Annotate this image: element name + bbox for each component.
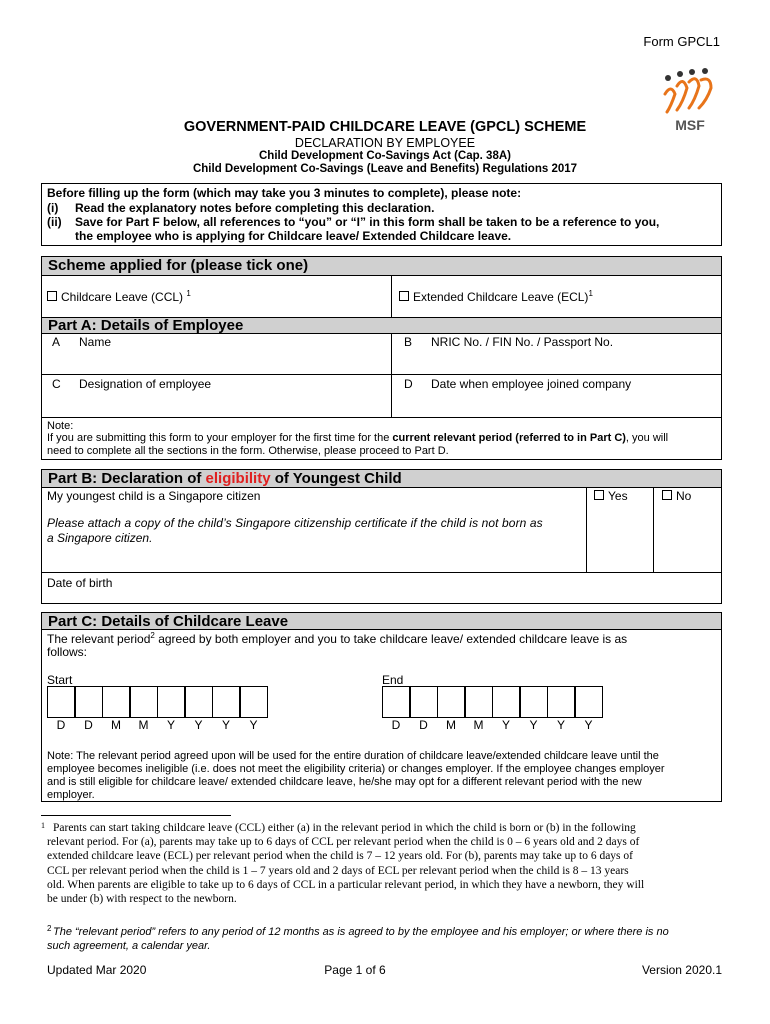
note-post: , you will (625, 432, 669, 444)
intro-item2a: Save for Part F below, all references to “you” or “I” in this form shall be taken to be a reference to you, (75, 215, 660, 229)
option-no[interactable] (662, 489, 691, 503)
scheme-divider (391, 275, 392, 318)
part-b-hdivider (41, 572, 722, 573)
form-code: Form GPCL1 (643, 34, 720, 49)
footer-page: Page 1 of 6 (324, 963, 386, 977)
ccl-checkbox[interactable] (47, 291, 57, 301)
attach-line1: Please attach a copy of the child’s Singapore citizenship certificate if the child is not born as (47, 516, 543, 530)
part-b-heading-pre: Part B: Declaration of (48, 470, 206, 487)
intro-item1: Read the explanatory notes before completing this declaration. (75, 201, 435, 215)
footnote-rule (41, 815, 231, 816)
end-date-letter: D (419, 718, 428, 732)
no-checkbox[interactable] (662, 490, 672, 500)
ecl-checkbox[interactable] (399, 291, 409, 301)
part-b-heading (41, 469, 722, 488)
part-a-hdivider-1 (41, 374, 722, 375)
end-date-letter: M (446, 718, 456, 732)
end-date-cell[interactable] (410, 686, 438, 718)
footnote-1-line: old. When parents are eligible to take up to 6 days of CCL in a particular relevant period, in which they have a newborn, they will (47, 878, 645, 891)
footnote-1-line: be under (b) with respect to the newborn. (47, 893, 237, 905)
field-d-letter: D (404, 377, 413, 391)
option-yes[interactable] (594, 489, 628, 503)
part-c-note-4: employer. (47, 789, 95, 801)
field-c-label: Designation of employee (79, 377, 212, 391)
end-date-letter: Y (529, 718, 538, 732)
part-b-box (41, 487, 722, 604)
footnote-1-line: relevant period. For (a), parents may take up to 6 days of CCL per relevant period when the child is 0 – 6 years old and 2 days of (47, 836, 640, 849)
end-date-cell[interactable] (465, 686, 493, 718)
regs-line: Child Development Co-Savings (Leave and Benefits) Regulations 2017 (192, 163, 578, 175)
end-date-letter: Y (501, 718, 510, 732)
start-date-cell[interactable] (240, 686, 268, 718)
part-c-note-2: employee becomes ineligible (i.e. does not meet the eligibility criteria) or changes employer. If the employee changes employer (47, 763, 665, 775)
part-c-heading: Part C: Details of Childcare Leave (41, 612, 722, 630)
ecl-label: Extended Childcare Leave (ECL) (413, 290, 589, 304)
intro-1a: The relevant period (47, 632, 151, 646)
form-subtitle: DECLARATION BY EMPLOYEE (294, 136, 476, 150)
part-b-vdivider-1 (586, 487, 587, 573)
part-a-vdivider (391, 333, 392, 418)
start-date-cell[interactable] (185, 686, 213, 718)
end-date-letter: Y (556, 718, 565, 732)
ccl-sup: 1 (186, 289, 191, 298)
part-a-heading: Part A: Details of Employee (41, 317, 722, 334)
fn2-num: 2 (47, 924, 52, 933)
attach-line2: a Singapore citizen. (47, 531, 153, 545)
start-date-letter: D (84, 718, 93, 732)
part-c-note-1: Note: The relevant period agreed upon will be used for the entire duration of childcare leave/extended childcare leave until the (47, 750, 659, 762)
footer-version: Version 2020.1 (641, 963, 722, 977)
logo-text: MSF (675, 117, 705, 133)
field-a-letter: A (52, 335, 61, 349)
end-label: End (382, 673, 404, 687)
start-date-cell[interactable] (102, 686, 130, 718)
fn2-line2: such agreement, a calendar year. (47, 940, 211, 952)
part-a-hdivider-2 (41, 417, 722, 418)
ecl-sup: 1 (588, 289, 593, 298)
part-a-note-title: Note: (47, 420, 74, 432)
end-date-cell[interactable] (437, 686, 465, 718)
intro-line: Before filling up the form (which may take you 3 minutes to complete), please note: (47, 186, 522, 200)
field-d-label: Date when employee joined company (431, 377, 632, 391)
fn2-line1: The “relevant period” refers to any period of 12 months as is agreed to by the employee and his employer; or where there is no (53, 926, 669, 938)
end-date-letter: D (391, 718, 401, 732)
start-label: Start (47, 673, 73, 687)
note-bold: current relevant period (referred to in Part C) (392, 432, 626, 444)
end-date-cell[interactable] (492, 686, 520, 718)
field-b-letter: B (404, 335, 413, 349)
field-b-label: NRIC No. / FIN No. / Passport No. (431, 335, 614, 349)
part-c-note-3: and is still eligible for childcare leave/ extended childcare leave, he/she may opt for a different relevant period with the new (47, 776, 642, 788)
ccl-label: Childcare Leave (CCL) (61, 290, 184, 304)
intro-item2b: the employee who is applying for Childcare leave/ Extended Childcare leave. (75, 229, 512, 243)
scheme-heading: Scheme applied for (please tick one) (41, 256, 722, 276)
end-date-cell[interactable] (575, 686, 603, 718)
note-pre: If you are submitting this form to your employer for the first time for the (47, 432, 393, 444)
part-b-heading-post: of Youngest Child (270, 470, 402, 487)
start-date-letter: M (138, 718, 149, 732)
end-date-cell[interactable] (520, 686, 548, 718)
act-line: Child Development Co-Savings Act (Cap. 38A) (259, 150, 511, 162)
start-date-letter: Y (194, 718, 203, 732)
dob-label: Date of birth (47, 576, 113, 590)
start-date-letter: Y (166, 718, 175, 732)
start-date-letter: D (56, 718, 66, 732)
field-a-label: Name (79, 335, 112, 349)
footnote-1-line: extended childcare leave (ECL) per relevant period when the child is 7 – 12 years old. For (b), parents may take up to 6 days of (47, 850, 633, 863)
intro-sup: 2 (150, 631, 155, 640)
footnote-1-line: CCL per relevant period when the child is 1 – 7 years old and 2 days of ECL per relevant period when the child is 8 – 13 years (47, 864, 629, 877)
footer-updated: Updated Mar 2020 (47, 963, 147, 977)
option-ecl[interactable] (399, 289, 593, 304)
start-date-letter: Y (249, 718, 258, 732)
end-date-letter: M (473, 718, 484, 732)
option-ccl[interactable] (47, 289, 191, 304)
form-title: GOVERNMENT-PAID CHILDCARE LEAVE (GPCL) SCHEME (183, 119, 587, 135)
part-b-vdivider-2 (653, 487, 654, 573)
citizen-question: My youngest child is a Singapore citizen (47, 489, 261, 503)
yes-label: Yes (608, 489, 628, 503)
intro-item1-num: (i) (47, 201, 59, 215)
footnote-1-line: Parents can start taking childcare leave (CCL) either (a) in the relevant period in which the child is born or (b) in the following (53, 822, 636, 834)
start-date-cell[interactable] (130, 686, 158, 718)
end-date-cell[interactable] (382, 686, 410, 718)
part-c-intro-line2: follows: (47, 645, 88, 659)
yes-checkbox[interactable] (594, 490, 604, 500)
start-date-letter: Y (221, 718, 230, 732)
start-date-cell[interactable] (75, 686, 103, 718)
intro-item2-num: (ii) (47, 215, 62, 229)
start-date-cell[interactable] (157, 686, 185, 718)
part-a-note-line2: need to complete all the sections in the form. Otherwise, please proceed to Part D. (47, 445, 449, 457)
part-b-heading-red: eligibility (205, 470, 271, 487)
start-date-cell[interactable] (212, 686, 240, 718)
start-date-letter: M (111, 718, 121, 732)
intro-1b: agreed by both employer and you to take childcare leave/ extended childcare leave is as (154, 632, 628, 646)
start-date-cell[interactable] (47, 686, 75, 718)
fn1-num: 1 (41, 821, 45, 830)
end-date-cell[interactable] (547, 686, 575, 718)
field-c-letter: C (52, 377, 61, 391)
part-a-note-line1 (47, 432, 668, 444)
no-label: No (676, 489, 692, 503)
part-c-intro-line1 (47, 631, 627, 646)
end-date-letter: Y (584, 718, 593, 732)
